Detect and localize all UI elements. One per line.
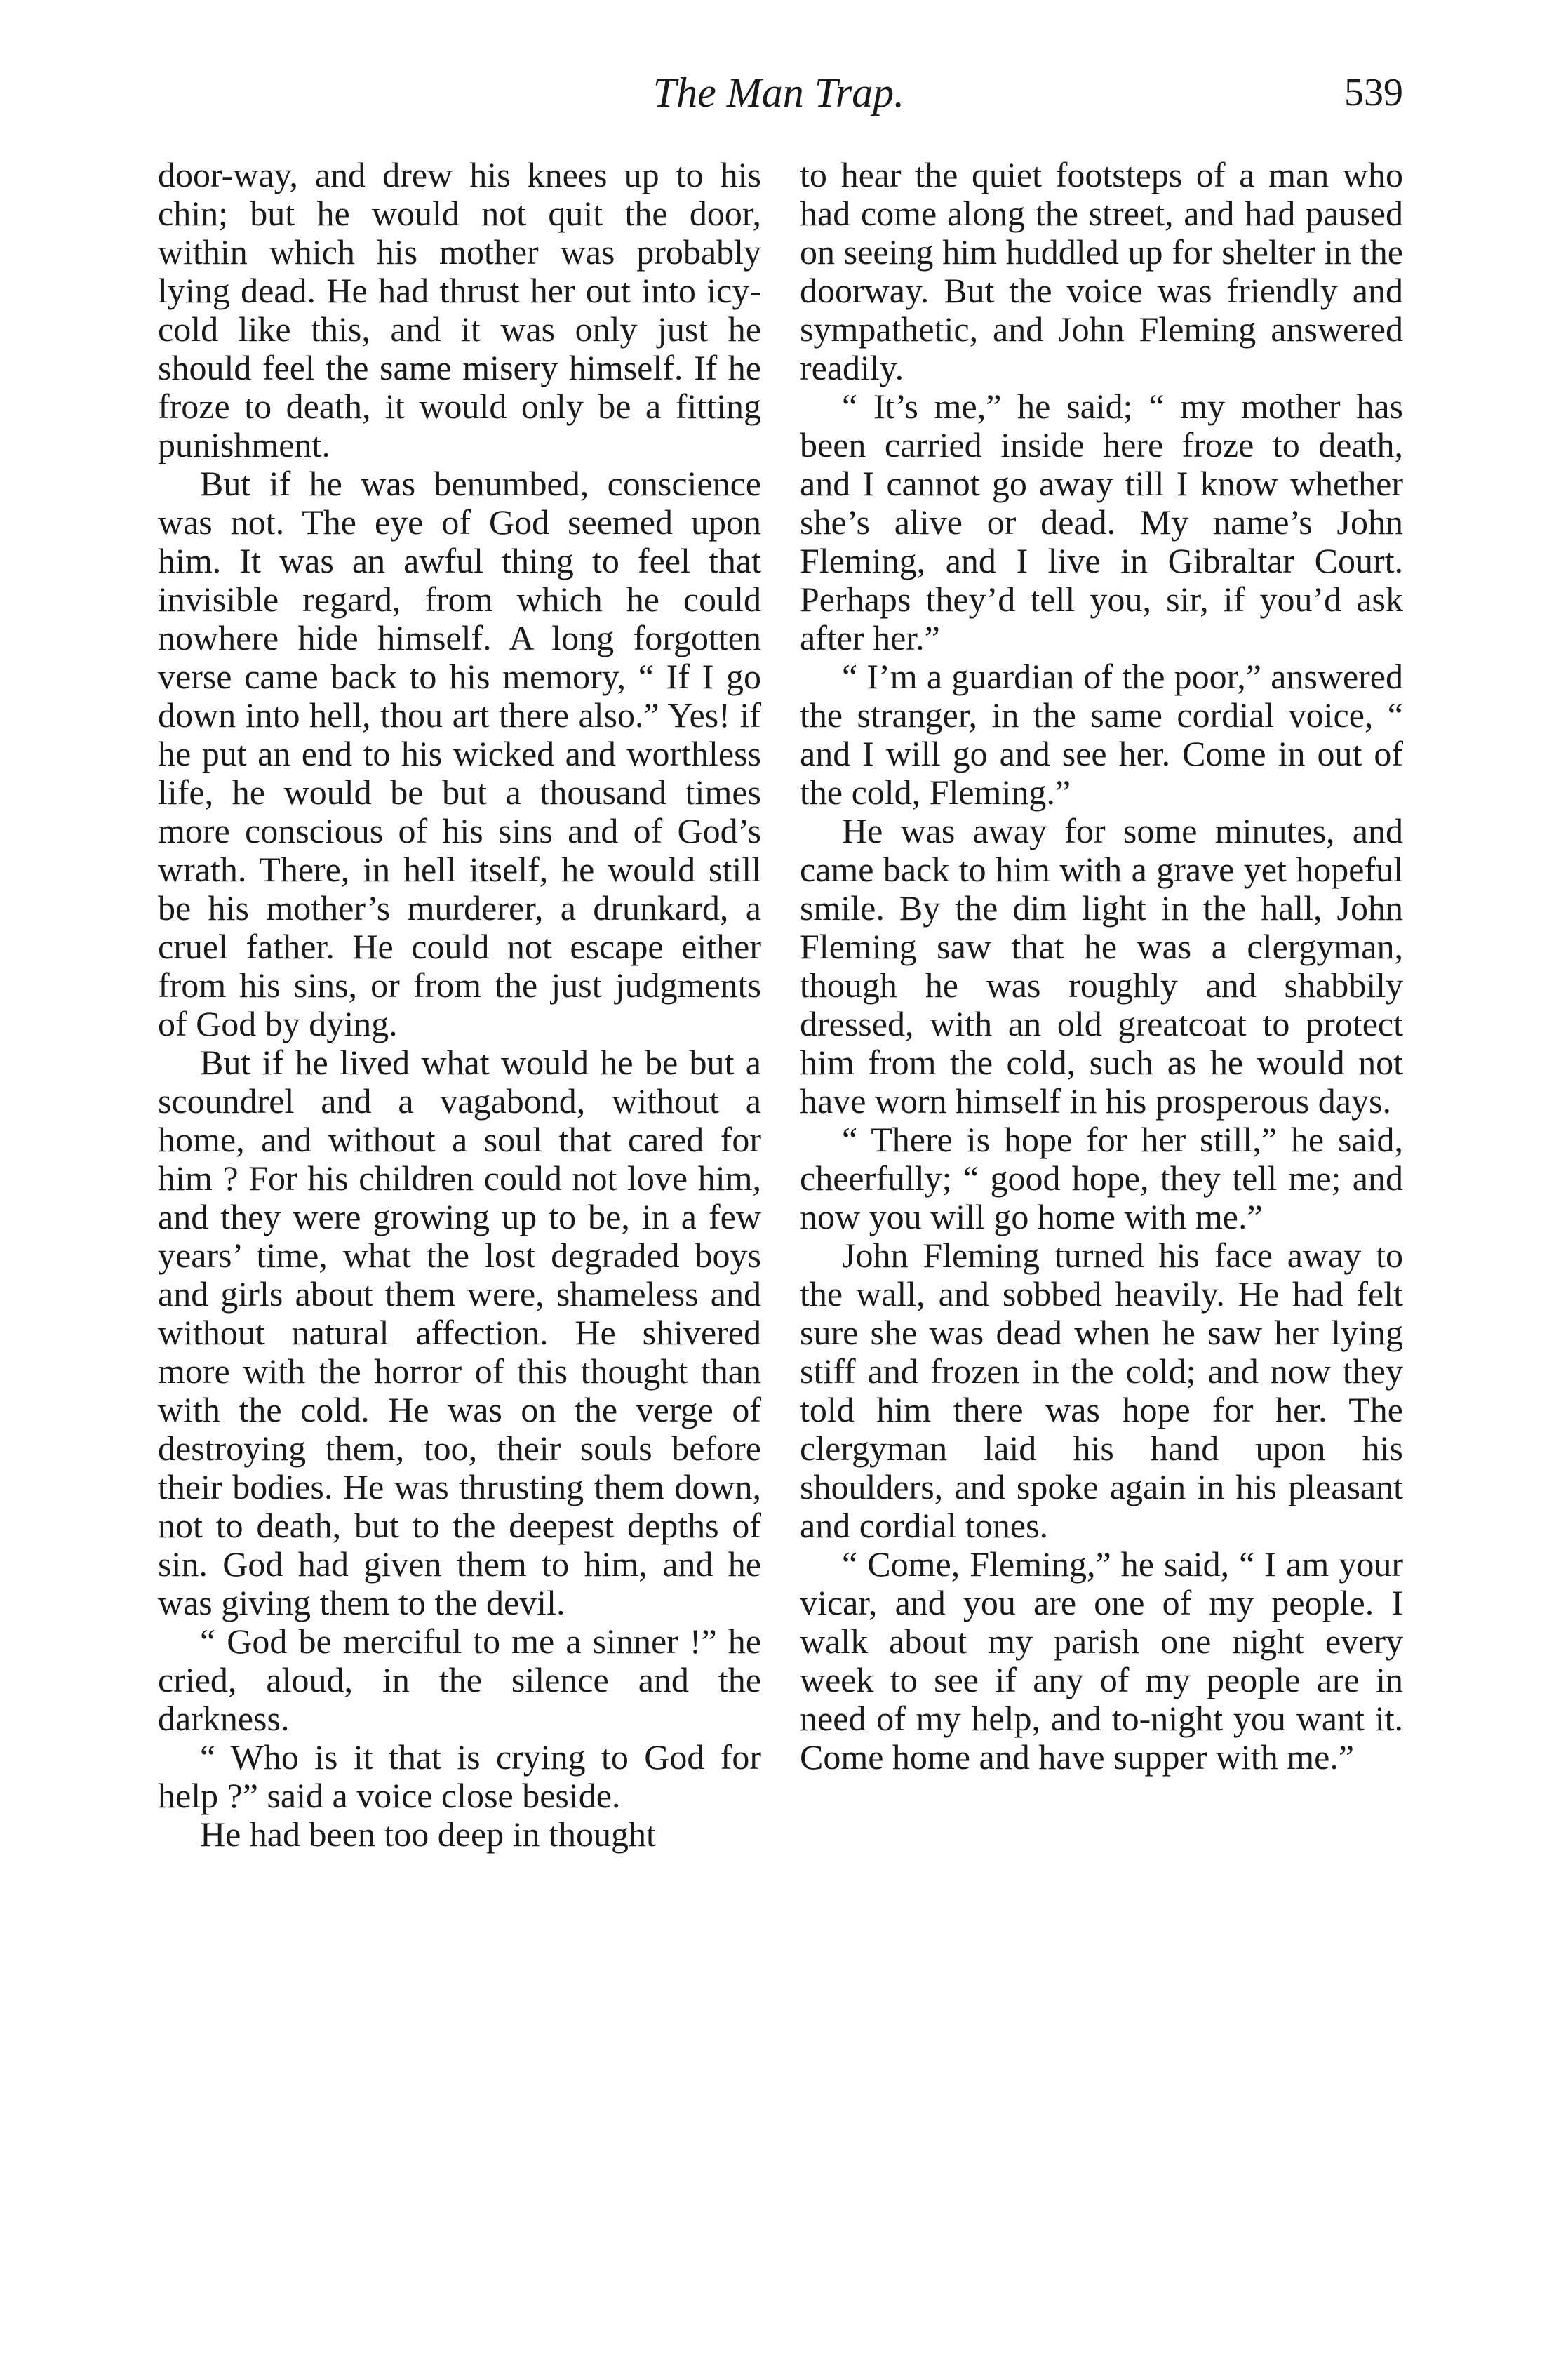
running-header [154, 65, 1403, 121]
paragraph: But if he lived what would he be but a scoundrel and a vagabond, without a home, and without a soul that cared for him ? For his children could not love him, and they were growing up to be, in a few years’ time, what the lost degraded boys and girls about them were, shameless and without natural affection. He shivered more with the horror of this thought than with the cold. He was on the verge of destroying them, too, their souls before their bodies. He was thrusting them down, not to death, but to the deepest depths of sin. God had given them to him, and he was giving them to the devil. [158, 1043, 761, 1622]
right-column [800, 156, 1403, 1777]
paragraph: “ Come, Fleming,” he said, “ I am your vicar, and you are one of my people. I walk about my parish one night every week to see if any of my people are in need of my help, and to-night you want it. Come home and have supper with me.” [800, 1544, 1403, 1777]
paragraph: He was away for some minutes, and came back to him with a grave yet hopeful smile. By the dim light in the hall, John Fleming saw that he was a clergyman, though he was roughly and shabbily dressed, with an old greatcoat to protect him from the cold, such as he would not have worn himself in his prosperous days. [800, 811, 1403, 1121]
paragraph: He had been too deep in thought [200, 1814, 656, 1854]
paragraph: to hear the quiet footsteps of a man who had come along the street, and had paused on seeing him huddled up for shelter in the doorway. But the voice was friendly and sympathetic, and John Fleming answered readily. [800, 155, 1403, 387]
paragraph: “ God be merciful to me a sinner !” he cried, aloud, in the silence and the darkness. [158, 1622, 761, 1738]
paragraph: “ There is hope for her still,” he said, cheerfully; “ good hope, they tell me; and now you will go home with me.” [800, 1120, 1403, 1236]
running-title: The Man Trap. [652, 69, 905, 116]
paragraph: “ I’m a guardian of the poor,” answered the stranger, in the same cordial voice, “ and I will go and see her. Come in out of the cold, Fleming.” [800, 657, 1403, 812]
paragraph: “ Who is it that is crying to God for help ?” said a voice close beside. [158, 1737, 761, 1815]
paragraph: John Fleming turned his face away to the wall, and sobbed heavily. He had felt sure she was dead when he saw her lying stiff and frozen in the cold; and now they told him there was hope for her. The clergyman laid his hand upon his shoulders, and spoke again in his pleasant and cordial tones. [800, 1236, 1403, 1545]
paragraph: But if he was benumbed, conscience was not. The eye of God seemed upon him. It was an awful thing to feel that invisible regard, from which he could nowhere hide himself. A long forgotten verse came back to his memory, “ If I go down into hell, thou art there also.” Yes! if he put an end to his wicked and worthless life, he would be but a thousand times more conscious of his sins and of God’s wrath. There, in hell itself, he would still be his mother’s murderer, a drunkard, a cruel father. He could not escape either from his sins, or from the just judgments of God by dying. [158, 464, 761, 1043]
paragraph: door-way, and drew his knees up to his chin; but he would not quit the door, within which his mother was probably lying dead. He had thrust her out into icy-cold like this, and it was only just he should feel the same misery himself. If he froze to death, it would only be a fitting punishment. [158, 155, 761, 464]
page-number: 539 [1344, 71, 1403, 114]
paragraph: “ It’s me,” he said; “ my mother has been carried inside here froze to death, and I cannot go away till I know whether she’s alive or dead. My name’s John Fleming, and I live in Gibraltar Court. Perhaps they’d tell you, sir, if you’d ask after her.” [800, 387, 1403, 657]
left-column [158, 156, 761, 1854]
